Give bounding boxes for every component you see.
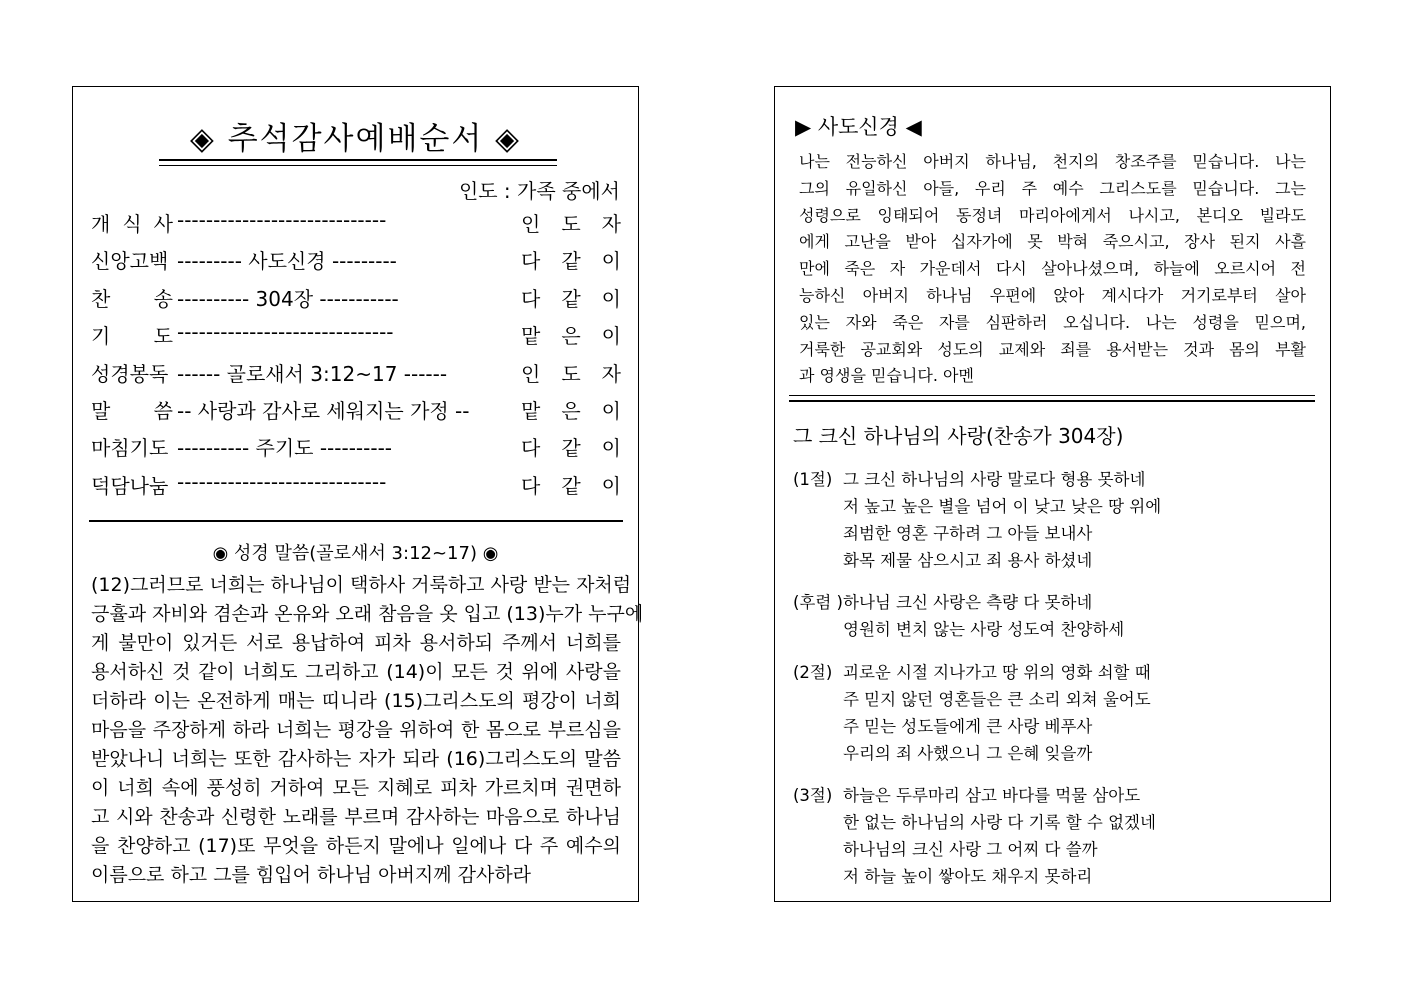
leader-char: 이 [601,473,621,498]
leader-char: 같 [561,249,581,274]
scripture-line: 마음을 주장하게 하라 너희는 평강을 위하여 한 몸으로 부르심을 [91,719,621,741]
hymn-line [793,493,1313,520]
order-item-label [91,208,173,237]
leader-char: 이 [601,436,621,461]
label-char: 도 [153,324,173,349]
order-row [91,432,621,462]
hymn-title: 그 크신 하나님의 사랑(찬송가 304장) [793,424,1124,448]
order-item-label [91,358,173,387]
label-char: 기 [91,324,111,349]
hymn-line-text: 하나님 크신 사랑은 측량 다 못하네 [843,593,1093,612]
title-underline [159,159,557,166]
order-item-leader [521,358,621,387]
scripture-line: (12)그러므로 너희는 하나님이 택하사 거룩하고 사랑 받는 자처럼 [91,574,632,596]
label-char: 송 [153,286,173,311]
order-row [91,208,621,238]
creed-line: 그의 유일하신 아들, 우리 주 예수 그리스도를 믿습니다. 그는 [799,178,1306,198]
leader-char: 은 [561,324,581,349]
label-char: 개 [91,212,111,236]
scripture-line: 이름으로 하고 그를 힘입어 하나님 아버지께 감사하라 [91,864,532,886]
order-item-detail: ----------------------------- [177,469,387,494]
scripture-line: 받았나니 너희는 또한 감사하는 자가 되라 (16)그리스도의 말씀 [91,748,621,770]
order-item-detail: -- 사랑과 감사로 세워지는 가정 -- [177,399,470,423]
creed-line: 과 영생을 믿습니다. 아멘 [799,366,974,386]
leader-char: 인 [521,361,541,386]
leader-char: 같 [561,286,581,311]
order-item-label [91,395,173,424]
hymn-line [793,659,1313,686]
leader-char: 이 [601,399,621,423]
order-item-label [91,470,173,499]
label-char: 성경봉독 [91,361,169,386]
leader-char: 같 [561,436,581,461]
order-item-label [91,245,173,274]
hymn-line [793,836,1313,863]
service-title: ◈ 추석감사예배순서 ◈ [190,121,521,157]
hymn-line-text: 하늘은 두루마리 삼고 바다를 먹물 삼아도 [843,786,1141,805]
hymn-line-text: 우리의 죄 사했으니 그 은혜 잊을까 [843,744,1093,763]
leader-char: 도 [561,212,581,236]
leader-char: 이 [601,249,621,274]
leader-char: 맡 [521,324,541,349]
creed-line: 나는 전능하신 아버지 하나님, 천지의 창조주를 믿습니다. 나는 [799,152,1306,171]
label-char: 신앙고백 [91,249,169,274]
scripture-line: 더하라 이는 온전하게 매는 띠니라 (15)그리스도의 평강이 너희 [91,690,621,712]
hymn-line-text: 한 없는 하나님의 사랑 다 기록 할 수 없겠네 [843,813,1156,832]
order-row [91,358,621,388]
order-item-detail: ------------------------------ [177,320,394,345]
order-row [91,245,621,275]
label-char: 사 [153,212,173,236]
order-item-detail: ------ 골로새서 3:12~17 ------ [177,361,448,386]
hymn-line [793,520,1313,547]
leader-char: 다 [521,436,541,461]
creed-line: 성령으로 잉태되어 동정녀 마리아에게서 나시고, 본디오 빌라도 [799,205,1306,225]
scripture-heading: ◉ 성경 말씀(골로새서 3:12~17) ◉ [212,543,499,564]
hymn-line-text: 괴로운 시절 지나가고 땅 위의 영화 쇠할 때 [843,663,1151,682]
creed-text [799,149,1306,390]
hymn-verse [793,466,1313,574]
creed-line: 만에 죽은 자 가운데서 다시 살아나셨으며, 하늘에 오르시어 전 [799,259,1306,279]
order-item-leader [521,470,621,499]
leader-char: 맡 [521,399,541,423]
creed-divider [789,395,1315,402]
hymn-line [793,713,1313,740]
hymn-verse [793,782,1313,890]
label-char: 말 [91,399,111,423]
hymn-line [793,686,1313,713]
order-of-service-panel [72,86,644,902]
label-char: 덕담나눔 [91,473,169,498]
order-item-leader [521,283,621,312]
hymn-line [793,863,1313,890]
hymn-line-text: 저 높고 높은 별을 넘어 이 낮고 낮은 땅 위에 [843,497,1162,516]
order-item-leader [521,320,621,349]
verse-tag: (3절) [793,786,833,805]
order-item-label [91,432,173,461]
creed-line: 에게 고난을 받아 십자가에 못 박혀 죽으시고, 장사 된지 사흘 [799,232,1306,252]
hymn-verse [793,659,1313,767]
hymn-line-text: 주 믿지 않던 영혼들은 큰 소리 외쳐 울어도 [843,690,1151,709]
verse-tag: (후렴 ) [793,593,843,612]
order-row [91,395,621,425]
hymn-line-text: 죄범한 영혼 구하려 그 아들 보내사 [843,524,1093,543]
order-item-detail: ---------- 주기도 ---------- [177,436,393,461]
hymn-line [793,740,1313,767]
hymn-line [793,809,1313,836]
leader-char: 은 [561,399,581,423]
hymn-verse [793,589,1313,643]
creed-line: 거룩한 공교회와 성도의 교제와 죄를 용서받는 것과 몸의 부활 [799,339,1306,359]
order-row [91,283,621,313]
leader-char: 인 [521,212,541,236]
verse-tag: (2절) [793,663,833,682]
scripture-line: 고 시와 찬송과 신령한 노래를 부르며 감사하는 마음으로 하나님 [91,806,621,828]
hymn-line [793,547,1313,574]
order-row [91,470,621,500]
order-item-detail: --------- 사도신경 --------- [177,249,397,274]
hymn-line [793,616,1313,643]
order-item-label [91,283,173,312]
order-item-label [91,320,173,349]
order-item-detail: ----------------------------- [177,208,387,232]
order-item-detail: ---------- 304장 ----------- [177,286,399,311]
creed-line: 있는 자와 죽은 자를 심판하러 오십니다. 나는 성령을 믿으며, [799,312,1306,332]
scripture-line: 용서하신 것 같이 너희도 그리하고 (14)이 모든 것 위에 사랑을 [91,661,621,683]
scripture-line: 을 찬양하고 (17)또 무엇을 하든지 말에나 일에나 다 주 예수의 [91,835,621,857]
verse-tag: (1절) [793,470,833,489]
leader-char: 같 [561,473,581,498]
scripture-line: 게 불만이 있거든 서로 용납하여 피차 용서하되 주께서 너희를 [91,632,621,654]
leader-char: 자 [601,361,621,386]
scripture-line: 긍휼과 자비와 겸손과 온유와 오래 참음을 옷 입고 (13)누가 누구에 [91,603,644,625]
order-item-leader [521,208,621,237]
leader-char: 다 [521,473,541,498]
leader-char: 다 [521,249,541,274]
hymn-line-text: 화목 제물 삼으시고 죄 용사 하셨네 [843,551,1093,570]
leader-note: 인도 : 가족 중에서 [458,179,620,203]
leader-char: 다 [521,286,541,311]
hymn-line [793,589,1313,616]
leader-char: 도 [561,361,581,386]
leader-char: 이 [601,324,621,349]
label-char: 씀 [153,399,173,423]
leader-char: 자 [601,212,621,236]
label-char: 찬 [91,286,111,311]
hymn-line-text: 영원히 변치 않는 사랑 성도여 찬양하세 [843,620,1125,639]
label-char: 식 [122,212,142,236]
hymn-line [793,782,1313,809]
hymn-line-text: 하나님의 크신 사랑 그 어찌 다 쓸까 [843,840,1098,859]
scripture-line: 이 너희 속에 풍성히 거하여 모든 지혜로 피차 가르치며 권면하 [91,777,621,799]
hymn-line-text: 그 크신 하나님의 사랑 말로다 형용 못하네 [843,470,1146,489]
order-item-leader [521,395,621,424]
creed-line: 능하신 아버지 하나님 우편에 앉아 계시다가 거기로부터 살아 [799,285,1306,305]
hymn-line [793,466,1313,493]
order-item-leader [521,432,621,461]
order-row [91,320,621,350]
leader-char: 이 [601,286,621,311]
creed-hymn-panel [774,86,1331,902]
order-item-leader [521,245,621,274]
section-divider [89,520,623,522]
creed-heading: ▶ 사도신경 ◀ [795,115,922,139]
hymn-line-text: 주 믿는 성도들에게 큰 사랑 베푸사 [843,717,1093,736]
hymn-line-text: 저 하늘 높이 쌓아도 채우지 못하리 [843,867,1093,886]
scripture-text [91,571,644,890]
label-char: 마침기도 [91,436,169,461]
